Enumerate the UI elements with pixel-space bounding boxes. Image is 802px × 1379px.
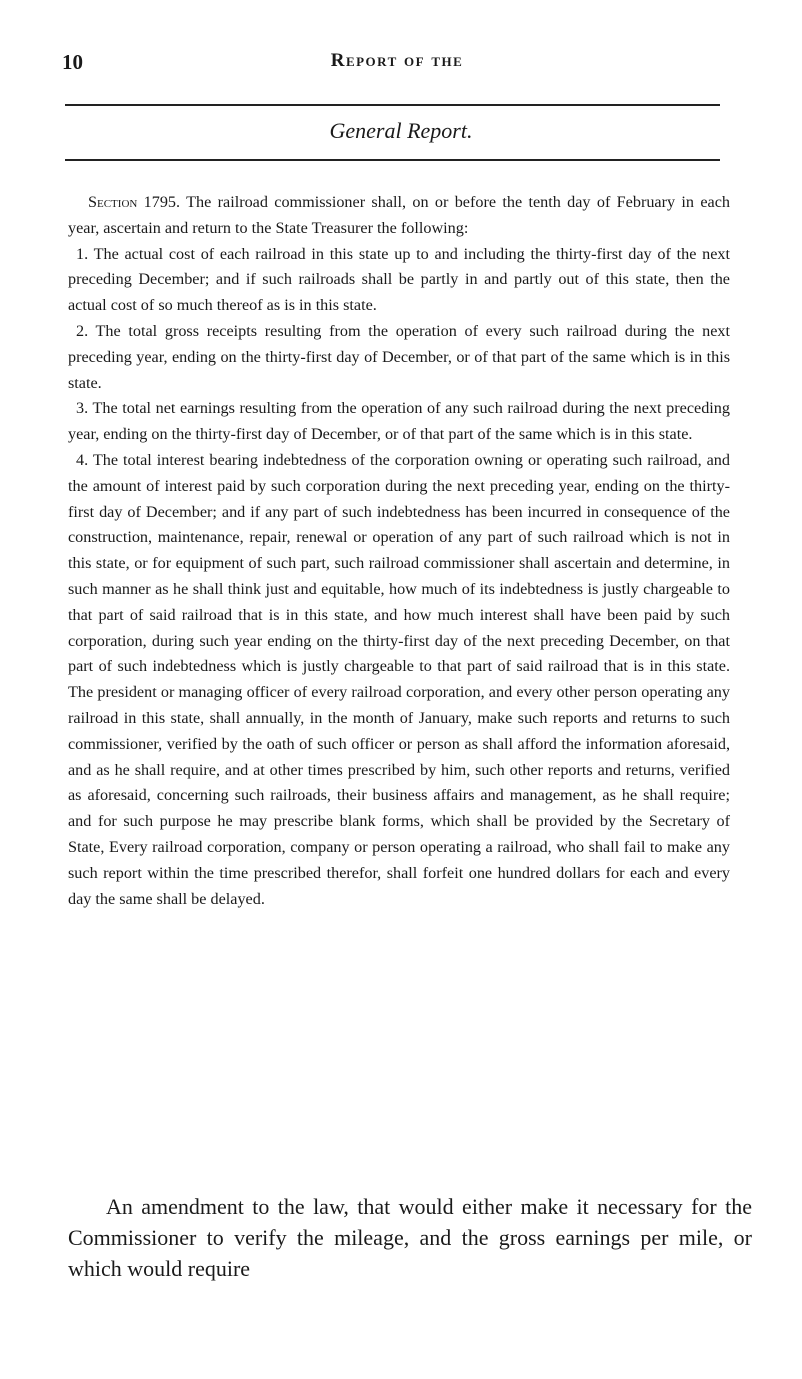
statute-item-4: 4. The total interest bearing indebtedness of the corporation owning or operating such railroad, and the amount of interest paid by such corporation during the next preceding year, ending on the thirty-first day of December; and if any part of such indebtedness has been incurred in consequence of the construction, maintenance, repair, renewal or operation of any part of such railroad which is not in this state, or for equipment of such part, such railroad commissioner shall ascertain and determine, in such manner as he shall think just and equitable, how much of its indebtedness is justly chargeable to that part of said railroad that is in this state, and how much interest shall have been paid by such corporation, during such year ending on the thirty-first day of the next preceding December, on that part of such indebtedness which is justly chargeable to that part of said railroad that is in this state. The president or managing officer of every railroad corporation, and every other person operating any railroad in this state, shall annually, in the month of January, make such reports and returns to such commissioner, verified by the oath of such officer or person as shall afford the information aforesaid, and as he shall require, and at other times prescribed by him, such other reports and returns, verified as aforesaid, concerning such railroads, their business affairs and management, as he shall require; and for such purpose he may prescribe blank forms, which shall be provided by the Secretary of State, Every railroad corporation, company or person operating a railroad, who shall fail to make any such report within the time prescribed therefor, shall forfeit one hundred dollars for each and every day the same shall be delayed. [68, 450, 730, 908]
running-title: Report of the [330, 50, 464, 71]
section-label: Section 1795. [88, 193, 181, 211]
section-title: General Report. [329, 118, 473, 143]
top-rule [65, 104, 720, 106]
statute-text [68, 190, 730, 912]
running-head [62, 50, 732, 80]
closing-paragraph: An amendment to the law, that would either make it necessary for the Commissioner to verify the mileage, and the gross earnings per mile, or which would require [68, 1194, 752, 1281]
statute-intro: The railroad commissioner shall, on or before the tenth day of February in each year, ascertain and return to the State Treasurer the following: [68, 193, 730, 237]
bottom-rule [65, 159, 720, 161]
statute-item-3: 3. The total net earnings resulting from the operation of any such railroad during the next preceding year, ending on the thirty-first day of December, or of that part of the same which is in this state. [68, 399, 730, 444]
statute-item-2: 2. The total gross receipts resulting from the operation of every such railroad during the next preceding year, ending on the thirty-first day of December, or of that part of the same which is in this state. [68, 321, 730, 392]
statute-item-1: 1. The actual cost of each railroad in this state up to and including the thirty-first day of the next preceding December; and if such railroads shall be partly in and partly out of this state, then the actual cost of so much thereof as is in this state. [68, 244, 730, 315]
statute-intro-paragraph [68, 190, 730, 242]
page-number: 10 [62, 50, 83, 74]
